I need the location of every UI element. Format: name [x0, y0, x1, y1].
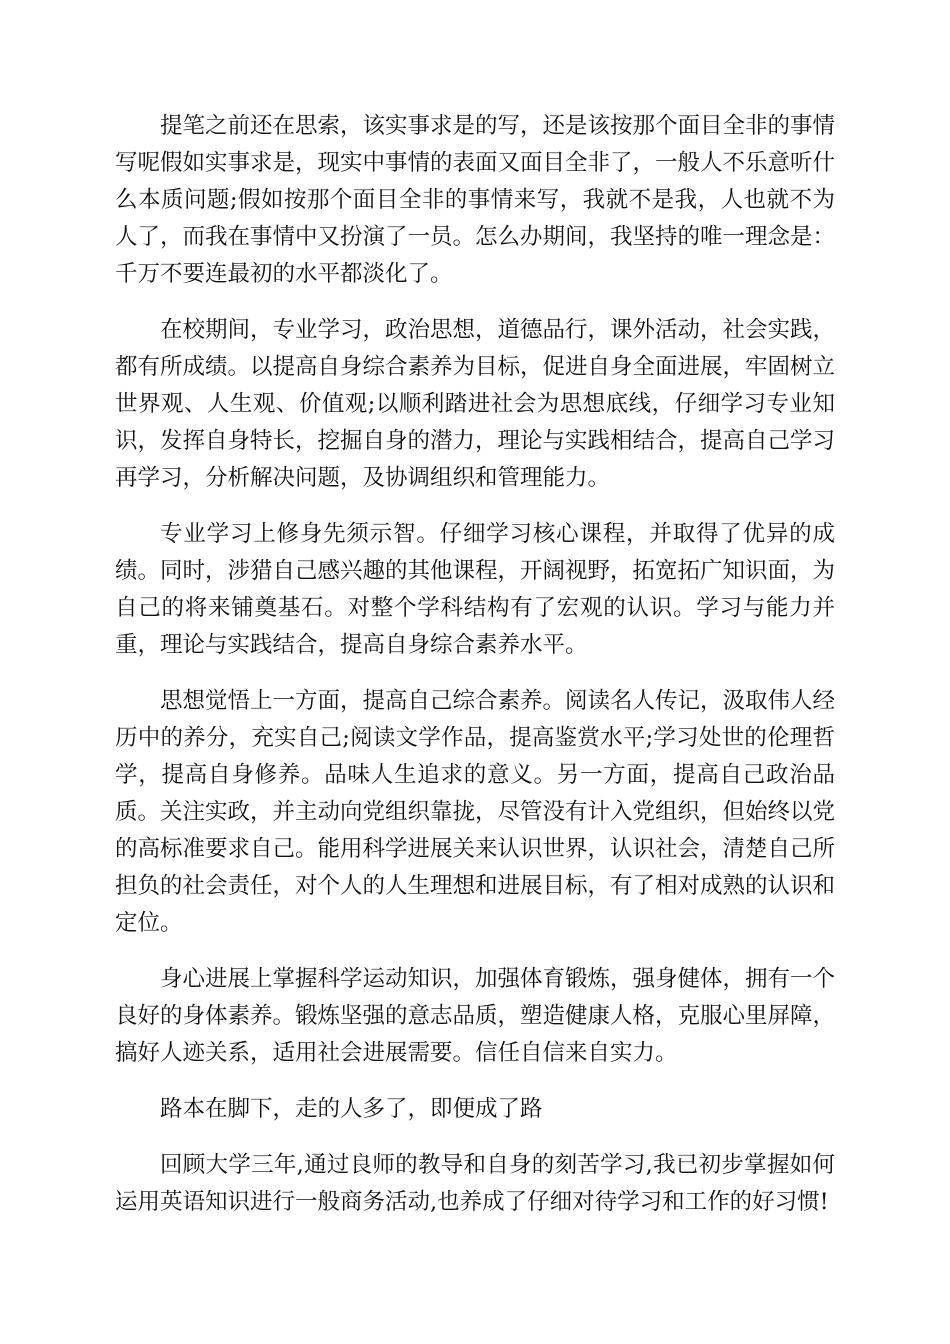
paragraph-3: 专业学习上修身先须示智。仔细学习核心课程，并取得了优异的成绩。同时，涉猎自己感兴趣的其他课程，开阔视野，拓宽拓广知识面，为自己的将来铺奠基石。对整个学科结构有了宏观的认识。学习与能力并重，理论与实践结合，提高自身综合素养水平。 [115, 521, 836, 658]
paragraph-1: 提笔之前还在思索，该实事求是的写，还是该按那个面目全非的事情写呢假如实事求是，现实中事情的表面又面目全非了，一般人不乐意听什么本质问题;假如按那个面目全非的事情来写，我就不是我，人也就不为人了，而我在事情中又扮演了一员。怎么办期间，我坚持的唯一理念是：千万不要连最初的水平都淡化了。 [115, 113, 836, 287]
paragraph-5: 身心进展上掌握科学运动知识，加强体育锻炼，强身健体，拥有一个良好的身体素养。锻炼坚强的意志品质，塑造健康人格，克服心里屏障，搞好人迹关系，适用社会进展需要。信任自信来自实力。 [115, 966, 836, 1066]
paragraph-4: 思想觉悟上一方面，提高自己综合素养。阅读名人传记，汲取伟人经历中的养分，充实自己;阅读文学作品，提高鉴赏水平;学习处世的伦理哲学，提高自身修养。品味人生追求的意义。另一方面，提高自己政治品质。关注实政，并主动向党组织靠拢，尽管没有计入党组织，但始终以党的高标准要求自己。能用科学进展关来认识世界，认识社会，清楚自己所担负的社会责任，对个人的人生理想和进展目标，有了相对成熟的认识和定位。 [115, 688, 836, 936]
paragraph-2: 在校期间，专业学习，政治思想，道德品行，课外活动，社会实践，都有所成绩。以提高自身综合素养为目标，促进自身全面进展，牢固树立世界观、人生观、价值观;以顺利踏进社会为思想底线，仔细学习专业知识，发挥自身特长，挖掘自身的潜力，理论与实践相结合，提高自己学习再学习，分析解决问题，及协调组织和管理能力。 [115, 317, 836, 491]
document-body [115, 108, 835, 1240]
paragraph-6: 路本在脚下，走的人多了，即便成了路 [160, 1096, 543, 1122]
paragraph-7: 回顾大学三年,通过良师的教导和自身的刻苦学习,我已初步掌握如何运用英语知识进行一般商务活动,也养成了仔细对待学习和工作的好习惯! [115, 1152, 835, 1215]
